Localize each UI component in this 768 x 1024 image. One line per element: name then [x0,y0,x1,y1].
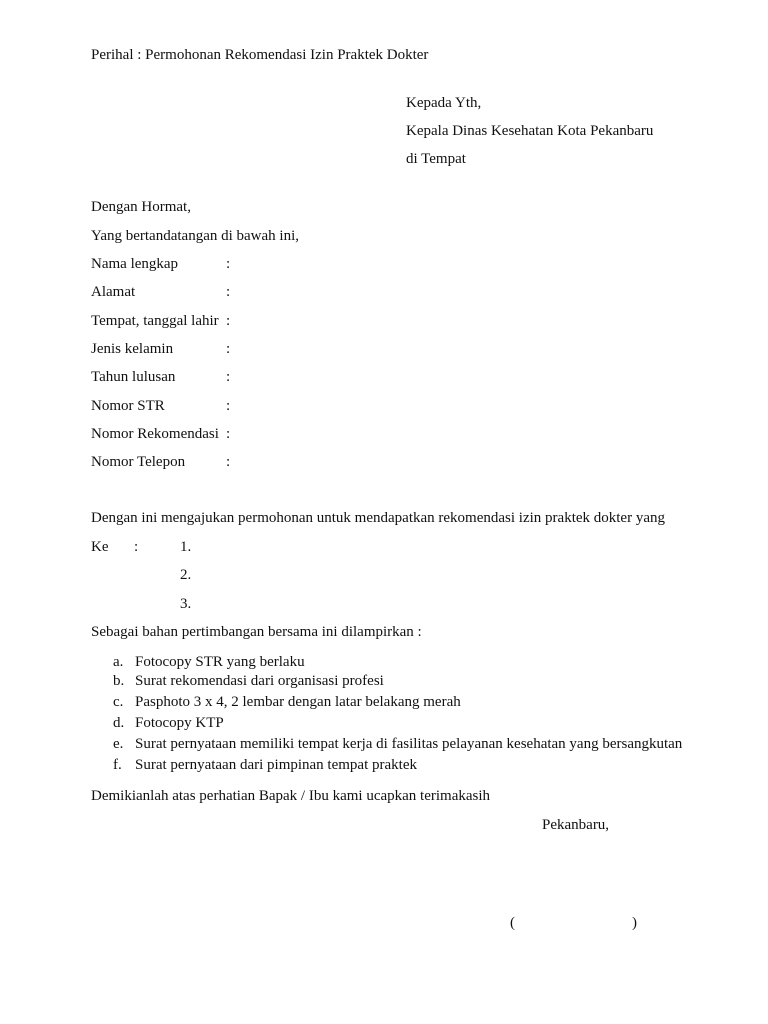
intro-line: Yang bertandatangan di bawah ini, [91,228,300,244]
list-item-marker: c. [113,694,124,710]
field-colon: : [226,313,231,329]
ke-label: Ke [91,539,109,555]
ke-item-number: 2. [180,567,192,583]
field-colon: : [226,398,231,414]
list-item-text: Surat pernyataan dari pimpinan tempat praktek [135,757,417,773]
ke-colon: : [134,539,139,555]
list-item-marker: e. [113,736,124,752]
greeting: Dengan Hormat, [91,199,191,215]
list-item-text: Fotocopy STR yang berlaku [135,654,305,670]
request-text: Dengan ini mengajukan permohonan untuk mendapatkan rekomendasi izin praktek dokter yang [91,510,665,526]
field-colon: : [226,256,231,272]
list-item-marker: a. [113,654,124,670]
list-item-marker: b. [113,673,125,689]
list-item-marker: f. [113,757,122,773]
field-colon: : [226,369,231,385]
signature-open-paren: ( [510,915,515,931]
closing-line: Demikianlah atas perhatian Bapak / Ibu kami ucapkan terimakasih [91,788,491,804]
field-colon: : [226,284,231,300]
list-item-text: Surat pernyataan memiliki tempat kerja di fasilitas pelayanan kesehatan yang bersangkutan [135,736,683,752]
attachments-intro: Sebagai bahan pertimbangan bersama ini dilampirkan : [91,624,422,640]
ke-item-number: 1. [180,539,192,555]
recipient-salutation: Kepada Yth, [406,95,482,111]
subject-line: Perihal : Permohonan Rekomendasi Izin Praktek Dokter [91,47,429,63]
place-line: Pekanbaru, [542,817,610,833]
list-item-text: Pasphoto 3 x 4, 2 lembar dengan latar belakang merah [135,694,461,710]
ke-item-number: 3. [180,596,192,612]
list-item-text: Surat rekomendasi dari organisasi profesi [135,673,384,689]
field-label: Alamat [91,284,136,300]
list-item-text: Fotocopy KTP [135,715,224,731]
list-item-marker: d. [113,715,125,731]
field-label: Nama lengkap [91,256,179,272]
field-label: Jenis kelamin [91,341,174,357]
field-label: Nomor Rekomendasi [91,426,219,442]
field-colon: : [226,341,231,357]
field-label: Nomor Telepon [91,454,186,470]
field-label: Tahun lulusan [91,369,176,385]
recipient-office: Kepala Dinas Kesehatan Kota Pekanbaru [406,123,654,139]
signature-close-paren: ) [632,915,637,931]
field-label: Nomor STR [91,398,165,414]
recipient-place: di Tempat [406,151,466,167]
field-colon: : [226,454,231,470]
field-label: Tempat, tanggal lahir [91,313,219,329]
field-colon: : [226,426,231,442]
